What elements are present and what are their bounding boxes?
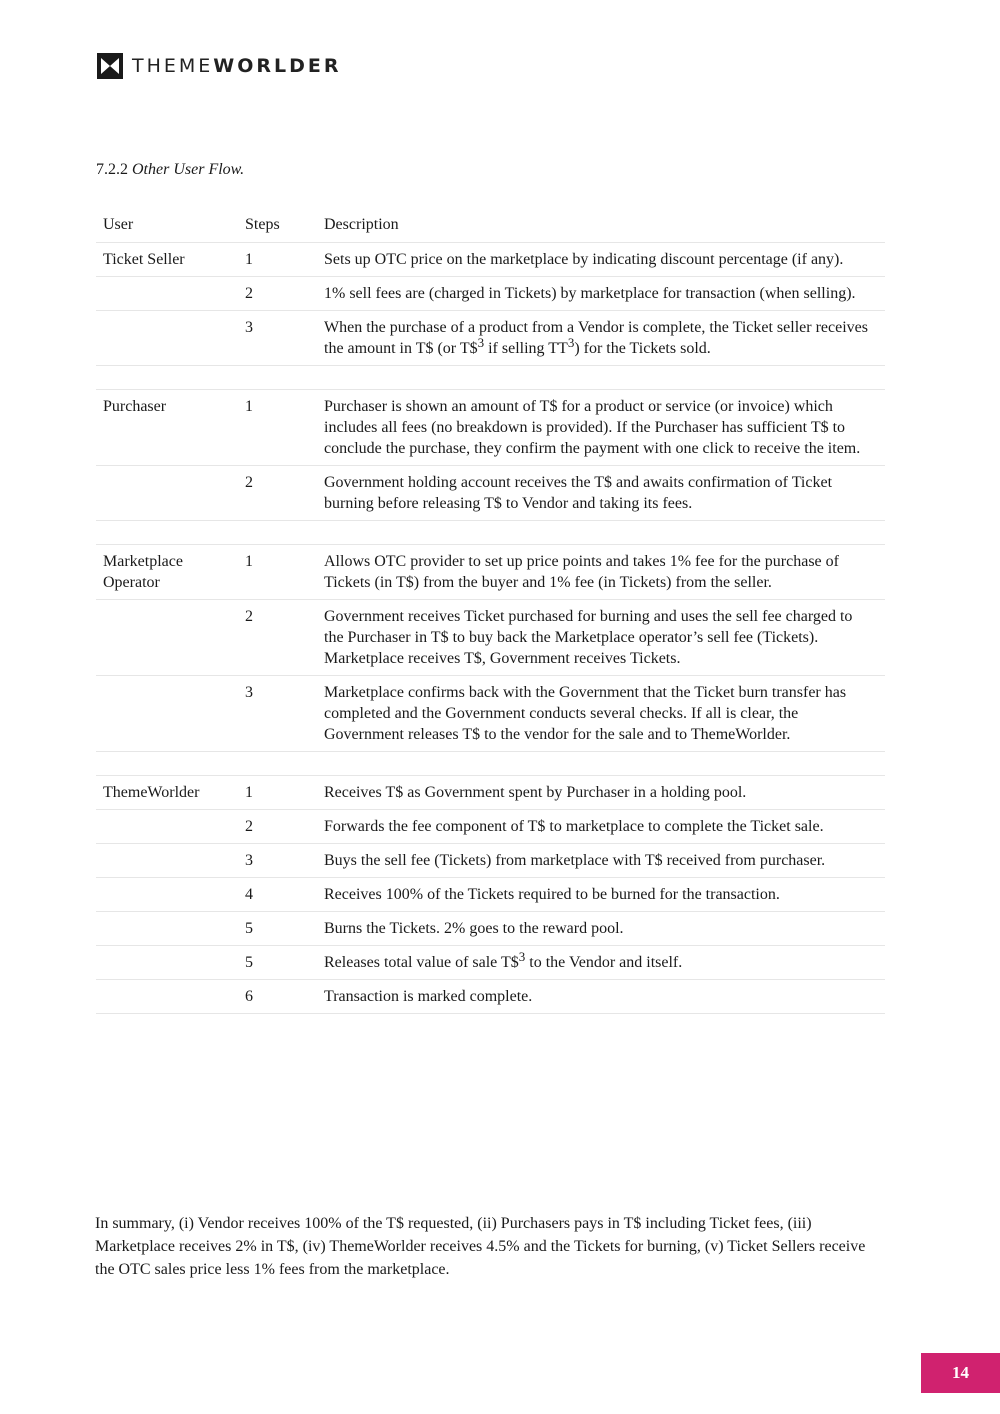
section-number: 7.2.2 [96, 161, 128, 178]
description-cell: Allows OTC provider to set up price points and takes 1% fee for the purchase of Tickets (in T$) from the buyer and 1% fee (in Tickets) from the seller. [317, 545, 885, 600]
user-cell-empty [96, 878, 238, 912]
step-cell: 2 [238, 277, 317, 311]
description-cell: Burns the Tickets. 2% goes to the reward pool. [317, 912, 885, 946]
step-cell: 5 [238, 946, 317, 980]
table-row [96, 676, 885, 752]
footnote-ref: 3 [518, 949, 526, 964]
header-user: User [103, 216, 134, 233]
description-cell: Sets up OTC price on the marketplace by indicating discount percentage (if any). [317, 243, 885, 277]
table-row [96, 912, 885, 946]
step-cell: 6 [238, 980, 317, 1014]
section-title: Other User Flow. [132, 161, 245, 178]
footnote-ref: 3 [477, 335, 485, 350]
table-row [96, 600, 885, 676]
user-cell: ThemeWorlder [96, 776, 238, 810]
step-cell: 1 [238, 390, 317, 466]
table-row [96, 243, 885, 277]
group-spacer [96, 366, 885, 390]
brand-wordmark [132, 52, 342, 80]
description-cell: Government holding account receives the T$ and awaits confirmation of Ticket burning before releasing T$ to Vendor and taking its fees. [317, 466, 885, 521]
table-row [96, 545, 885, 600]
group-spacer [96, 752, 885, 776]
description-cell: Buys the sell fee (Tickets) from marketplace with T$ received from purchaser. [317, 844, 885, 878]
group-spacer [96, 521, 885, 545]
step-cell: 3 [238, 844, 317, 878]
user-cell-empty [96, 946, 238, 980]
step-cell: 3 [238, 311, 317, 366]
user-cell-empty [96, 810, 238, 844]
page-number-badge: 14 [921, 1353, 1000, 1393]
table-row [96, 776, 885, 810]
description-cell: 1% sell fees are (charged in Tickets) by marketplace for transaction (when selling). [317, 277, 885, 311]
user-cell: Ticket Seller [96, 243, 238, 277]
description-text: to the Vendor and itself. [525, 954, 683, 971]
user-cell-empty [96, 466, 238, 521]
user-cell-empty [96, 676, 238, 752]
description-cell: Transaction is marked complete. [317, 980, 885, 1014]
description-text: if selling TT [484, 340, 568, 357]
user-cell-empty [96, 844, 238, 878]
footnote-ref: 3 [567, 335, 575, 350]
description-cell: Government receives Ticket purchased for burning and uses the sell fee charged to the Purchaser in T$ to buy back the Marketplace operator’s sell fee (Tickets). Marketplace receives T$, Government receives Tickets. [317, 600, 885, 676]
step-cell: 2 [238, 466, 317, 521]
table-row [96, 878, 885, 912]
user-cell-empty [96, 600, 238, 676]
description-text: Releases total value of sale T$ [324, 954, 519, 971]
user-cell-empty [96, 311, 238, 366]
step-cell: 2 [238, 810, 317, 844]
section-heading [96, 160, 244, 180]
step-cell: 1 [238, 545, 317, 600]
user-flow-table [96, 208, 885, 1014]
step-cell: 4 [238, 878, 317, 912]
header-steps: Steps [245, 216, 280, 233]
table-row [96, 980, 885, 1014]
description-cell: Marketplace confirms back with the Government that the Ticket burn transfer has completed and the Government conducts several checks. If all is clear, the Government releases T$ to the vendor for the sale and to ThemeWorlder. [317, 676, 885, 752]
user-cell-empty [96, 912, 238, 946]
description-cell: Forwards the fee component of T$ to marketplace to complete the Ticket sale. [317, 810, 885, 844]
user-cell: Purchaser [96, 390, 238, 466]
step-cell: 3 [238, 676, 317, 752]
table-row [96, 844, 885, 878]
table-row [96, 466, 885, 521]
wordmark-light: THEME [132, 55, 214, 77]
description-text: When the purchase of a product from a Vendor is complete, the Ticket seller receives the amount in T$ (or T$ [324, 319, 868, 357]
user-cell-empty [96, 980, 238, 1014]
description-cell: Receives T$ as Government spent by Purchaser in a holding pool. [317, 776, 885, 810]
table-row [96, 277, 885, 311]
table-row [96, 946, 885, 980]
step-cell: 1 [238, 776, 317, 810]
description-cell: Purchaser is shown an amount of T$ for a product or service (or invoice) which includes all fees (no breakdown is provided). If the Purchaser has sufficient T$ to conclude the purchase, they confirm the payment with one click to receive the item. [317, 390, 885, 466]
user-cell: Marketplace Operator [96, 545, 238, 600]
summary-paragraph: In summary, (i) Vendor receives 100% of the T$ requested, (ii) Purchasers pays in T$ including Ticket fees, (iii) Marketplace receives 2% in T$, (iv) ThemeWorlder receives 4.5% and the Tickets for burning, (v) Ticket Sellers receive the OTC sales price less 1% fees from the marketplace. [95, 1215, 866, 1278]
table-row [96, 810, 885, 844]
description-text: ) for the Tickets sold. [574, 340, 711, 357]
step-cell: 1 [238, 243, 317, 277]
table-header-row [96, 208, 885, 243]
description-cell [317, 946, 885, 980]
description-cell: Receives 100% of the Tickets required to be burned for the transaction. [317, 878, 885, 912]
wordmark-bold: WORLDER [213, 55, 342, 77]
brand-logo [97, 52, 342, 80]
step-cell: 5 [238, 912, 317, 946]
table-row [96, 390, 885, 466]
header-description: Description [324, 216, 399, 233]
description-cell [317, 311, 885, 366]
user-cell-empty [96, 277, 238, 311]
themeworlder-logo-icon [97, 53, 123, 79]
table-row [96, 311, 885, 366]
step-cell: 2 [238, 600, 317, 676]
